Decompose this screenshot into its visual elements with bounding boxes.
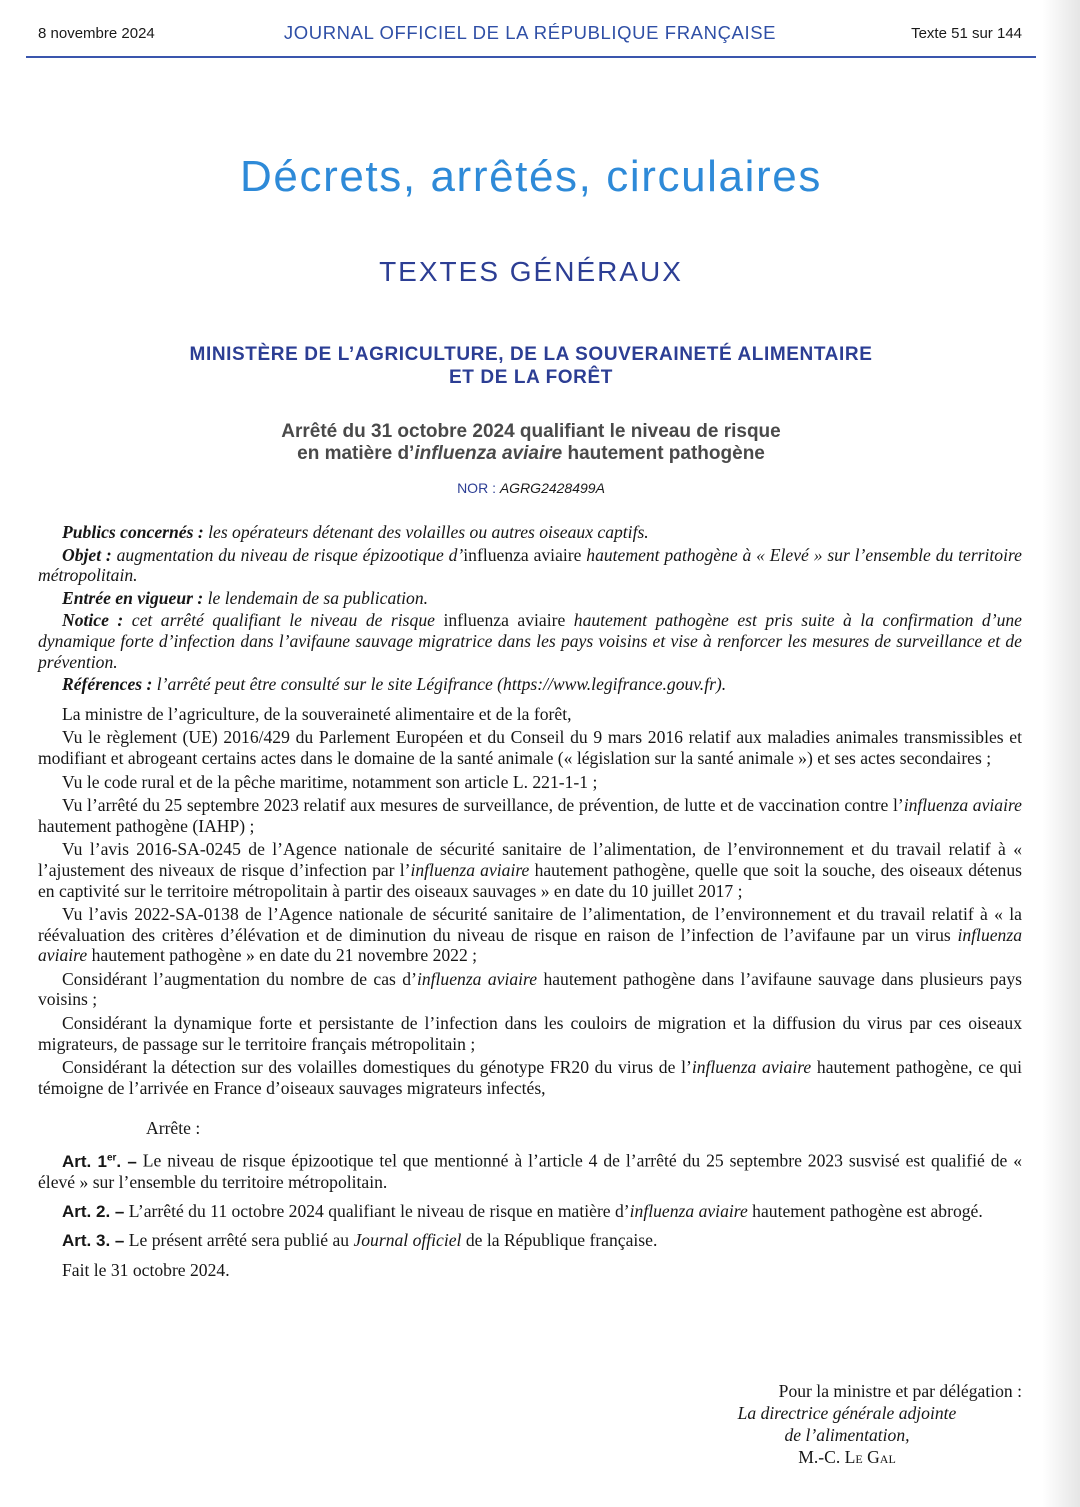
article-3 (38, 1230, 1022, 1252)
meta-references (38, 674, 1022, 695)
article-2-text-a: L’arrêté du 11 octobre 2024 qualifiant le niveau de risque en matière d’ (124, 1200, 630, 1221)
considerant-1-b: hautement pathogène dans l’avifaune sauvage dans plusieurs pays voisins ; (38, 968, 1023, 1010)
meta-notice-label: Notice : (62, 610, 124, 631)
meta-notice-text-b: hautement pathogène est pris suite à la confirmation d’une dynamique forte d’infection dans l’avifaune sauvage migratrice dans les pays voisins et vise à renforcer les mesures de surveillance et de prévention. (38, 610, 1022, 672)
ministry-heading (0, 343, 1062, 389)
visa-avis-2016-b: hautement pathogène, quelle que soit la souche, des oiseaux détenus en captivité sur le territoire métropolitain à partir des oiseaux sauvages » en date du 10 juillet 2017 ; (38, 859, 1022, 901)
visa-avis-2022-a: Vu l’avis 2022-SA-0138 de l’Agence nationale de sécurité sanitaire de l’alimentation, de l’environnement et du travail relatif à « la réévaluation des critères d’élévation et de diminution du niveau de risque en raison de l’infection de l’avifaune par un virus (38, 904, 1022, 945)
considerant-2: Considérant la dynamique forte et persistante de l’infection dans les couloirs de migration et la diffusion du virus par ces oiseaux migrateurs, de passage sur le territoire français métropolitain ; (38, 1013, 1022, 1054)
visa-avis-2022 (38, 904, 1022, 966)
arrete-keyword: Arrête : (146, 1118, 201, 1139)
visa-intro: La ministre de l’agriculture, de la souveraineté alimentaire et de la forêt, (62, 703, 572, 724)
visa-avis-2016-italic: influenza aviaire (410, 859, 530, 880)
page-header (38, 22, 1022, 48)
ministry-line-1: MINISTÈRE DE L’AGRICULTURE, DE LA SOUVERAINETÉ ALIMENTAIRE (189, 344, 873, 365)
ministry-line-2: ET DE LA FORÊT (449, 367, 613, 388)
article-2-italic: influenza aviaire (629, 1200, 748, 1221)
header-journal-title: JOURNAL OFFICIEL DE LA RÉPUBLIQUE FRANÇAISE (283, 22, 777, 43)
article-3-text-b: de la République française. (461, 1230, 658, 1251)
arrete-title-italic: influenza aviaire (414, 443, 563, 464)
considerant-1-italic: influenza aviaire (416, 968, 538, 989)
meta-objet-text-b: hautement pathogène à « Elevé » sur l’ensemble du territoire métropolitain. (38, 544, 1022, 586)
visa-avis-2016 (38, 839, 1022, 901)
visa-avis-2022-b: hautement pathogène » en date du 21 novembre 2022 ; (87, 945, 478, 966)
meta-objet-label: Objet : (62, 544, 112, 565)
article-1-label-end: . – (116, 1151, 137, 1171)
meta-objet-text-a: augmentation du niveau de risque épizootique d’ (111, 544, 464, 565)
document-body (38, 522, 1022, 1284)
arrete-title-line-2-start: en matière d’ (297, 443, 415, 464)
meta-publics (38, 522, 1022, 543)
article-1-label-main: Art. 1 (62, 1151, 107, 1171)
visa-reglement: Vu le règlement (UE) 2016/429 du Parlement Européen et du Conseil du 9 mars 2016 relatif aux maladies animales transmissibles et modifiant et abrogeant certains actes dans le domaine de la santé animale (« législation sur la santé animale ») et ses actes secondaires ; (38, 727, 1022, 768)
signature-delegation: Pour la ministre et par délégation : (778, 1381, 1022, 1401)
meta-objet-upright: influenza aviaire (463, 544, 582, 565)
article-1-label (62, 1152, 137, 1171)
signature-role: La directrice générale adjointe (737, 1403, 957, 1423)
meta-entree-label: Entrée en vigueur : (62, 587, 204, 608)
signature-block (602, 1380, 1022, 1468)
header-rule (26, 56, 1036, 58)
arrete-title (0, 421, 1062, 465)
article-2-text-b: hautement pathogène est abrogé. (747, 1200, 983, 1221)
nor-value: AGRG2428499A (499, 480, 605, 496)
considerant-1-a: Considérant l’augmentation du nombre de cas d’ (62, 968, 417, 989)
visa-arrete-2023-b: hautement pathogène (IAHP) ; (38, 815, 255, 836)
article-2-label: Art. 2. – (62, 1201, 125, 1221)
article-3-text-a: Le présent arrêté sera publié au (124, 1230, 354, 1251)
visa-arrete-2023-italic: influenza aviaire (903, 795, 1022, 816)
meta-entree-text: le lendemain de sa publication. (203, 587, 429, 608)
arrete-title-line-2 (0, 443, 1062, 465)
meta-publics-label: Publics concernés : (62, 522, 204, 542)
signature-name: M.-C. Le Gal (798, 1447, 896, 1467)
arrete-title-line-2-end: hautement pathogène (562, 443, 765, 464)
visa-arrete-2023-a: Vu l’arrêté du 25 septembre 2023 relatif aux mesures de surveillance, de prévention, de lutte et de vaccination contre l’ (62, 795, 904, 816)
considerant-3 (38, 1057, 1022, 1098)
article-3-label: Art. 3. – (62, 1231, 125, 1251)
visa-arrete-2023 (38, 795, 1022, 836)
visa-avis-2022-italic: influenza aviaire (38, 924, 1022, 966)
article-1-text: Le niveau de risque épizootique tel que mentionné à l’article 4 de l’arrêté du 25 septembre 2023 susvisé est qualifié de « élevé » sur l’ensemble du territoire métropolitain. (38, 1150, 1022, 1193)
visa-code-rural: Vu le code rural et de la pêche maritime, notamment son article L. 221-1-1 ; (62, 771, 598, 792)
fait-date: Fait le 31 octobre 2024. (62, 1260, 230, 1281)
article-3-italic: Journal officiel (353, 1230, 462, 1251)
meta-notice (38, 610, 1022, 672)
considerant-1 (38, 969, 1022, 1010)
meta-references-label: Références : (62, 674, 153, 695)
nor-label: NOR : (457, 480, 500, 496)
meta-notice-text-a: cet arrêté qualifiant le niveau de risque (123, 610, 444, 631)
page-title: Décrets, arrêtés, circulaires (240, 152, 822, 201)
visa-avis-2016-a: Vu l’avis 2016-SA-0245 de l’Agence nationale de sécurité sanitaire de l’alimentation, de l’environnement et du travail relatif à « l’ajustement des niveaux de risque d’infection par l’ (38, 839, 1022, 880)
considerant-3-italic: influenza aviaire (691, 1057, 812, 1078)
header-text-number: Texte 51 sur 144 (911, 25, 1022, 42)
considerant-3-a: Considérant la détection sur des volailles domestiques du génotype FR20 du virus de l’ (62, 1057, 692, 1078)
article-2 (38, 1201, 1022, 1223)
arrete-title-line-1: Arrêté du 31 octobre 2024 qualifiant le niveau de risque (281, 421, 781, 442)
section-title: TEXTES GÉNÉRAUX (379, 256, 683, 287)
meta-entree (38, 588, 1022, 609)
header-date: 8 novembre 2024 (38, 25, 155, 42)
meta-publics-text: les opérateurs détenant des volailles ou autres oiseaux captifs. (203, 522, 649, 542)
meta-notice-upright: influenza aviaire (443, 610, 566, 631)
considerant-3-b: hautement pathogène, ce qui témoigne de l’arrivée en France d’oiseaux sauvages migrateurs infectés, (38, 1057, 1022, 1098)
signature-role-continued: de l’alimentation, (784, 1425, 910, 1445)
meta-references-text: l’arrêté peut être consulté sur le site Légifrance (https://www.legifrance.gouv.fr). (152, 674, 727, 695)
nor-reference (0, 480, 1062, 496)
meta-objet (38, 545, 1022, 586)
article-1 (38, 1148, 1022, 1193)
article-1-label-sup: er (106, 1152, 117, 1164)
